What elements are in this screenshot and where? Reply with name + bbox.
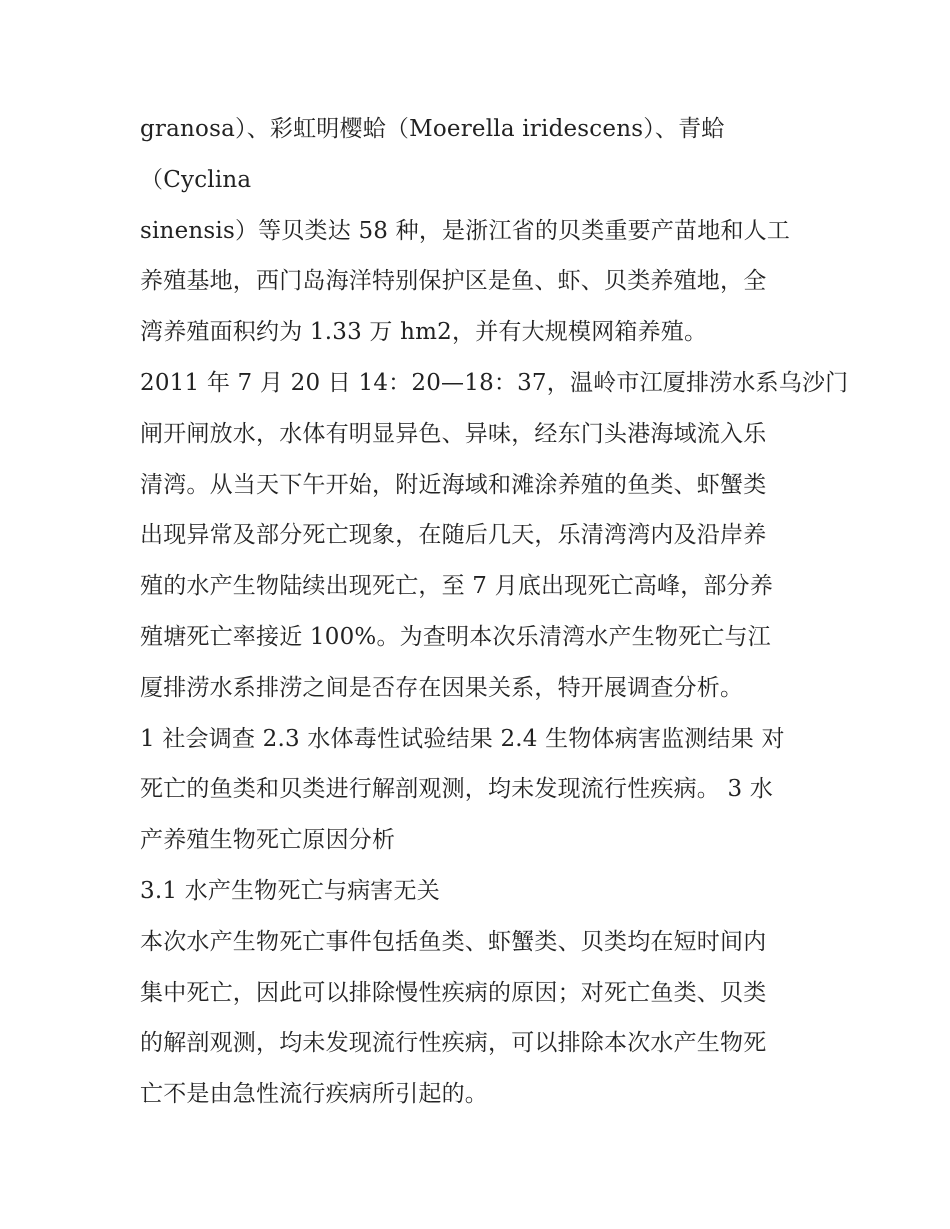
text-line: 殖的水产生物陆续出现死亡，至 7 月底出现死亡高峰，部分养 — [140, 573, 774, 600]
text-line: sinensis）等贝类达 58 种，是浙江省的贝类重要产苗地和人工 — [140, 217, 791, 244]
text-line: 1 社会调查 2.3 水体毒性试验结果 2.4 生物体病害监测结果 对 — [140, 725, 785, 752]
text-line: 2011 年 7 月 20 日 14：20—18：37，温岭市江厦排涝水系乌沙门 — [140, 369, 849, 396]
text-line: 产养殖生物死亡原因分析 — [140, 827, 396, 854]
text-line: granosa）、彩虹明樱蛤（Moerella iridescens）、青蛤 — [140, 116, 725, 142]
text-line: 死亡的鱼类和贝类进行解剖观测，均未发现流行性疾病。 3 水 — [140, 776, 774, 803]
text-line: 养殖基地，西门岛海洋特别保护区是鱼、虾、贝类养殖地，全 — [140, 268, 767, 295]
document-page — [140, 104, 849, 1120]
text-line: 亡不是由急性流行疾病所引起的。 — [140, 1081, 488, 1108]
section-heading: 3.1 水产生物死亡与病害无关 — [140, 877, 440, 904]
text-line: 清湾。从当天下午开始，附近海域和滩涂养殖的鱼类、虾蟹类 — [140, 471, 767, 498]
text-line: 殖塘死亡率接近 100%。为查明本次乐清湾水产生物死亡与江 — [140, 623, 771, 650]
text-line: 湾养殖面积约为 1.33 万 hm2，并有大规模网箱养殖。 — [140, 319, 708, 346]
text-line: 本次水产生物死亡事件包括鱼类、虾蟹类、贝类均在短时间内 — [140, 928, 767, 955]
text-line: 闸开闸放水，水体有明显异色、异味，经东门头港海域流入乐 — [140, 420, 767, 447]
text-line: 的解剖观测，均未发现流行性疾病，可以排除本次水产生物死 — [140, 1030, 767, 1057]
text-line: 厦排涝水系排涝之间是否存在因果关系，特开展调查分析。 — [140, 674, 744, 701]
text-line: （Cyclina — [140, 166, 252, 193]
text-line: 出现异常及部分死亡现象，在随后几天，乐清湾湾内及沿岸养 — [140, 522, 767, 549]
text-line: 集中死亡，因此可以排除慢性疾病的原因；对死亡鱼类、贝类 — [140, 979, 767, 1006]
